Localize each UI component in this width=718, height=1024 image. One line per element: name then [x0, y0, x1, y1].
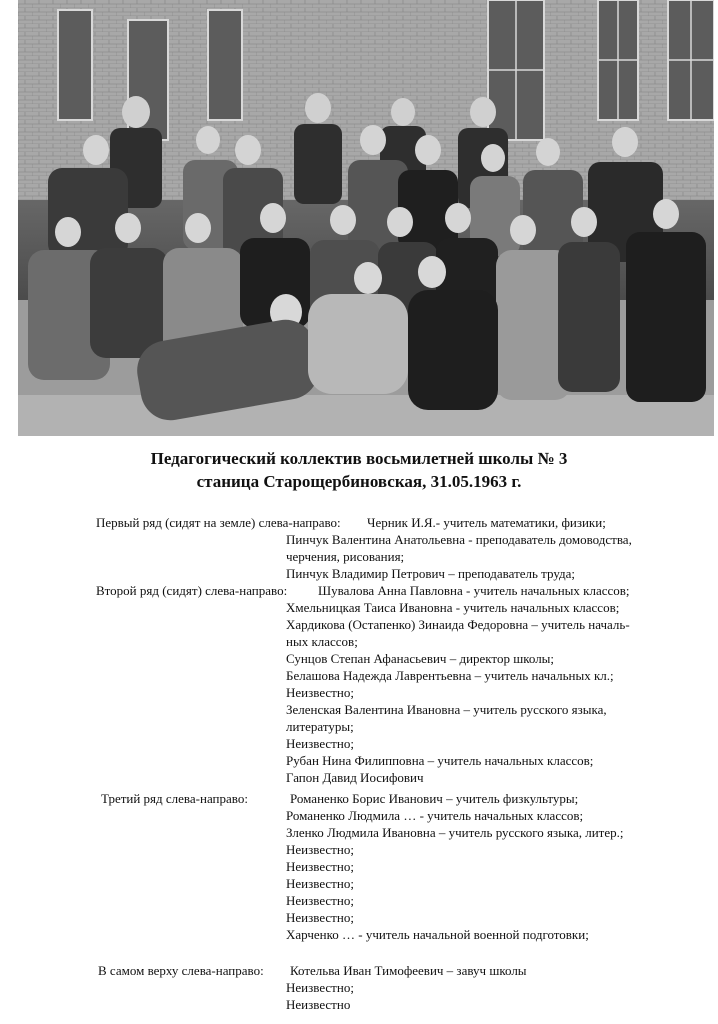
row-entry: Неизвестно; — [286, 685, 354, 700]
row-entry: Неизвестно; — [286, 910, 354, 925]
caption-title-line2: станица Старощербиновская, 31.05.1963 г. — [196, 472, 522, 491]
caption-title-line1: Педагогический коллектив восьмилетней школы № 3 — [150, 449, 568, 468]
row-entry: Неизвестно; — [286, 736, 354, 751]
row-entry: Пинчук Валентина Анатольевна - преподаватель домоводства, — [286, 532, 632, 547]
row-entry: Сунцов Степан Афанасьевич – директор школы; — [286, 651, 555, 666]
row-entry: ных классов; — [286, 634, 358, 649]
row-label: В самом верху слева-направо: — [98, 963, 264, 978]
row-first-entry: Шувалова Анна Павловна - учитель начальных классов; — [318, 583, 630, 598]
row-entry: Неизвестно — [286, 997, 351, 1012]
row-entry: черчения, рисования; — [286, 549, 405, 564]
row-first-entry: Романенко Борис Иванович – учитель физкультуры; — [290, 791, 579, 806]
row-first-entry: Черник И.Я.- учитель математики, физики; — [367, 515, 606, 530]
row-entry: Белашова Надежда Лаврентьевна – учитель начальных кл.; — [286, 668, 614, 683]
photo-illustration — [18, 0, 714, 436]
row-entry: Пинчук Владимир Петрович – преподаватель труда; — [286, 566, 576, 581]
row-entry: Гапон Давид Иосифович — [286, 770, 424, 785]
row-entry: Неизвестно; — [286, 876, 354, 891]
row-entry: Неизвестно; — [286, 980, 354, 995]
group-photograph — [18, 0, 714, 436]
row-entry: Неизвестно; — [286, 842, 354, 857]
row-entry: Неизвестно; — [286, 859, 354, 874]
row-first-entry: Котельва Иван Тимофеевич – завуч школы — [290, 963, 527, 978]
row-label: Первый ряд (сидят на земле) слева-направо: — [96, 515, 341, 530]
row-entry: Зеленская Валентина Ивановна – учитель русского языка, — [286, 702, 607, 717]
row-entry: литературы; — [286, 719, 354, 734]
row-entry: Хардикова (Остапенко) Зинаида Федоровна – учитель началь- — [286, 617, 630, 632]
row-entry: Неизвестно; — [286, 893, 354, 908]
row-label: Третий ряд слева-направо: — [101, 791, 248, 806]
row-entry: Рубан Нина Филипповна – учитель начальных классов; — [286, 753, 594, 768]
row-entry: Хмельницкая Таиса Ивановна - учитель начальных классов; — [286, 600, 620, 615]
row-label: Второй ряд (сидят) слева-направо: — [96, 583, 288, 598]
row-entry: Романенко Людмила … - учитель начальных классов; — [286, 808, 584, 823]
row-entry: Зленко Людмила Ивановна – учитель русского языка, литер.; — [286, 825, 624, 840]
row-entry: Харченко … - учитель начальной военной подготовки; — [286, 927, 589, 942]
